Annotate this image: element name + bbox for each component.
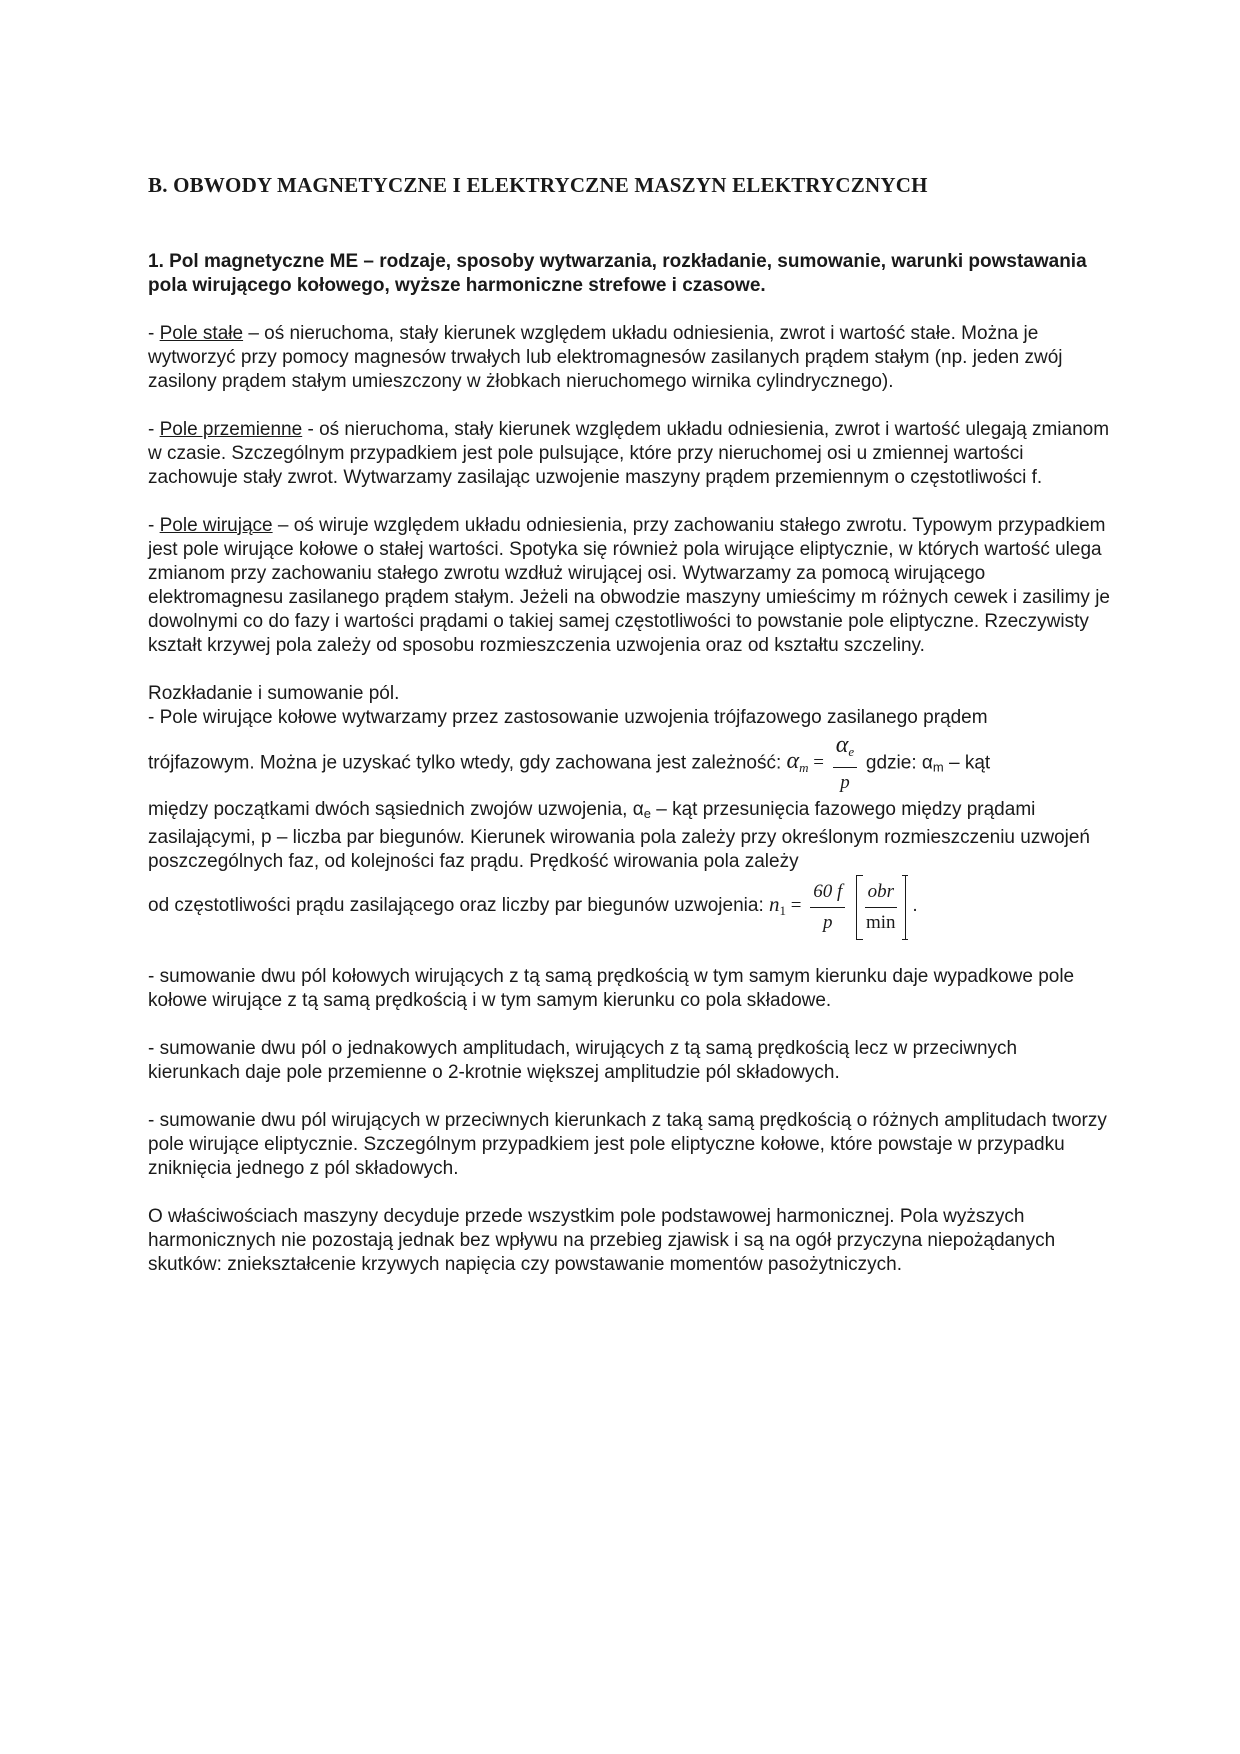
unit-denominator: min	[866, 911, 896, 933]
numerator-subscript: e	[848, 744, 855, 759]
formula-subscript: 1	[779, 903, 786, 919]
line2-text: trójfazowym. Można je uzyskać tylko wtedy, gdy zachowana jest zależność:	[148, 752, 787, 774]
term-pole-wirujace: Pole wirujące	[159, 515, 273, 536]
formula-fraction	[833, 730, 857, 798]
line2-after-end: – kąt	[943, 752, 991, 774]
term-pole-przemienne: Pole przemienne	[159, 419, 303, 440]
fraction-numerator	[833, 730, 857, 768]
rest-text-2: – kąt przesunięcia fazowego między prądami zasilającymi, p – liczba par biegunów. Kierunek wirowania pola zależy przy określonym rozmieszczeniu uzwojeń poszczególnych faz, od kolejności faz prądu. Prędkość wirowania pola zależy	[148, 799, 1090, 873]
rest-text: między początkami dwóch sąsiednich zwojów uzwojenia, α	[148, 799, 644, 821]
period: .	[912, 895, 918, 917]
unit-fraction	[863, 877, 899, 938]
unit-bracket	[854, 875, 908, 940]
rozkladanie-line2	[148, 730, 1110, 798]
paragraph-rozkladanie	[148, 682, 1110, 941]
fraction-numerator: 60 f	[810, 877, 845, 908]
section-heading: 1. Pol magnetyczne ME – rodzaje, sposoby wytwarzania, rozkładanie, sumowanie, warunki powstawania pola wirującego kołowego, wyższe harmoniczne strefowe i czasowe.	[148, 251, 1087, 296]
paragraph-pole-stale	[148, 322, 1110, 394]
paragraph-sum2: - sumowanie dwu pól o jednakowych amplitudach, wirujących z tą samą prędkością lecz w przeciwnych kierunkach daje pole przemienne o 2-krotnie większej amplitudzie pól składowych.	[148, 1038, 1018, 1084]
paragraph-pole-przemienne	[148, 418, 1110, 490]
line2-after-sub: m	[932, 759, 944, 775]
definition-text: - oś nieruchoma, stały kierunek względem układu odniesienia, zwrot i wartość ulegają zmianom w czasie. Szczególnym przypadkiem jest pole pulsujące, które przy nieruchomej osi u zmiennej wartości zachowuje stały zwrot. Wytwarzamy zasilając uzwojenie maszyny prądem przemiennym o częstotliwości f.	[148, 419, 1110, 488]
dash: -	[148, 515, 160, 536]
formula-symbol: n	[769, 892, 780, 917]
rozkladanie-last-line	[148, 874, 1110, 941]
formula-n1	[769, 880, 912, 933]
definition-text: – oś nieruchoma, stały kierunek względem układu odniesienia, zwrot i wartość stałe. Można je wytworzyć przy pomocy magnesów trwałych lub elektromagnesów zasilanych prądem stałym (np. jeden zwój zasilony prądem stałym umieszczony w żłobkach nieruchomego wirnika cylindrycznego).	[148, 323, 1063, 392]
term-pole-stale: Pole stałe	[159, 323, 244, 344]
rozkladanie-heading: Rozkładanie i sumowanie pól.	[148, 683, 400, 704]
unit-numerator: obr	[865, 877, 897, 908]
dash: -	[148, 419, 160, 440]
numerator-symbol: α	[835, 732, 849, 758]
bracket-right-top	[902, 875, 908, 876]
paragraph-closing: O właściwościach maszyny decyduje przede wszystkim pole podstawowej harmonicznej. Pola wyższych harmonicznych nie pozostają jednak bez wpływu na przebieg zjawisk i są na ogół przyczyna niepożądanych skutków: zniekształcenie krzywych napięcia czy powstawanie momentów pasożytniczych.	[148, 1206, 1056, 1276]
formula-equals: =	[813, 752, 825, 774]
dash: -	[148, 323, 160, 344]
paragraph-sum1: - sumowanie dwu pól kołowych wirujących z tą samą prędkością w tym samym kierunku daje wypadkowe pole kołowe wirujące z tą samą prędkością i w tym samym kierunku co pola składowe.	[148, 966, 1075, 1012]
line2-after: gdzie: α	[865, 752, 933, 774]
formula-alpha-m	[786, 732, 866, 793]
fraction-denominator: p	[840, 772, 850, 793]
paragraph-pole-wirujace	[148, 514, 1110, 658]
paragraph-sum3: - sumowanie dwu pól wirujących w przeciwnych kierunkach z taką samą prędkością o różnych amplitudach tworzy pole wirujące eliptycznie. Szczególnym przypadkiem jest pole eliptyczne kołowe, które powstaje w przypadku zniknięcia jednego z pól składowych.	[148, 1110, 1107, 1180]
unit-bracket-inner	[856, 875, 906, 940]
rozkladanie-line1: - Pole wirujące kołowe wytwarzamy przez zastosowanie uzwojenia trójfazowego zasilanego prądem	[148, 707, 988, 728]
formula-equals: =	[790, 895, 802, 917]
formula-symbol: α	[786, 748, 800, 775]
formula-fraction	[810, 877, 845, 938]
rest-subscript: e	[643, 806, 651, 822]
last-line-text: od częstotliwości prądu zasilającego oraz liczby par biegunów uzwojenia:	[148, 895, 769, 917]
bracket-right-bottom	[902, 939, 908, 940]
document-title: B. OBWODY MAGNETYCZNE I ELEKTRYCZNE MASZYN ELEKTRYCZNYCH	[148, 173, 928, 197]
definition-text: – oś wiruje względem układu odniesienia, przy zachowaniu stałego zwrotu. Typowym przypadkiem jest pole wirujące kołowe o stałej wartości. Spotyka się również pola wirujące eliptycznie, w których wartość ulega zmianom przy zachowaniu stałego zwrotu wzdłuż wirującej osi. Wytwarzamy za pomocą wirującego elektromagnesu zasilanego prądem stałym. Jeżeli na obwodzie maszyny umieścimy m różnych cewek i zasilimy je dowolnymi co do fazy i wartości prądami o takiej samej częstotliwości to powstanie pole eliptyczne. Rzeczywisty kształt krzywej pola zależy od sposobu rozmieszczenia uzwojenia oraz od kształtu szczeliny.	[148, 515, 1110, 656]
fraction-denominator: p	[822, 911, 833, 933]
formula-subscript: m	[799, 760, 809, 776]
rozkladanie-rest	[148, 798, 1110, 874]
